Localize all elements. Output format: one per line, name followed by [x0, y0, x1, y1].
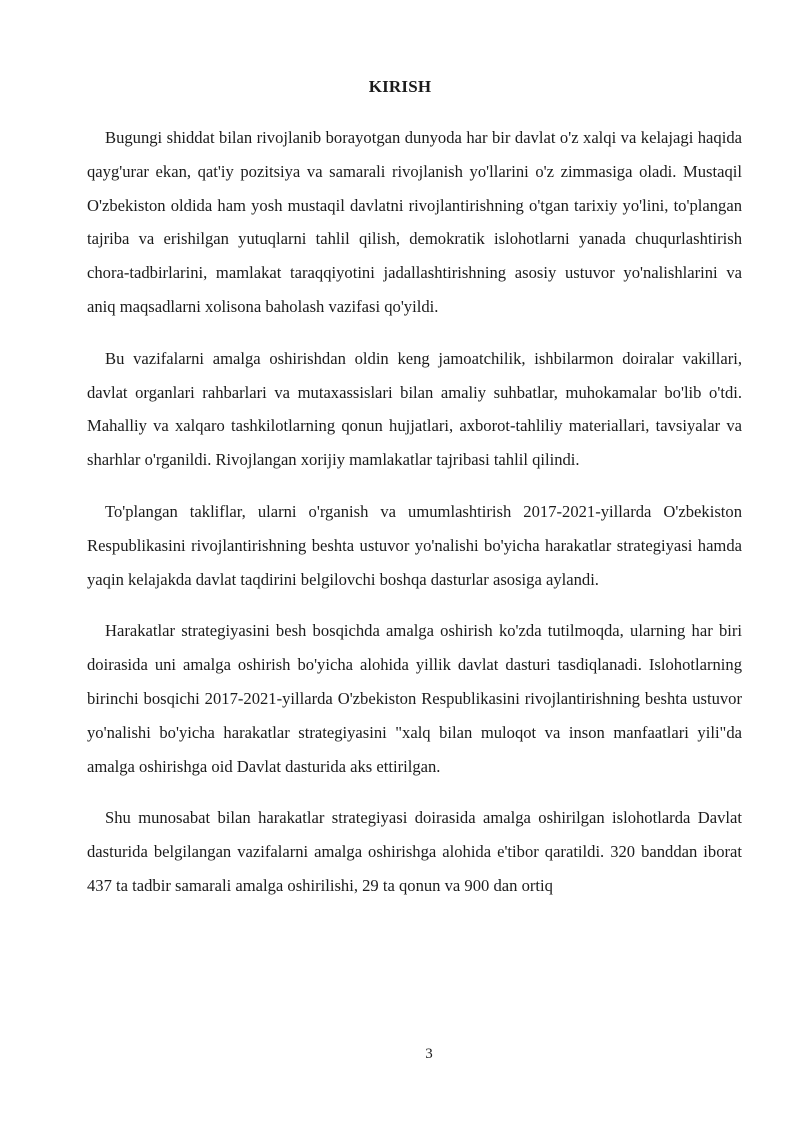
- page-number: 3: [425, 1046, 433, 1062]
- body-text: [87, 121, 742, 921]
- paragraph-1: Bugungi shiddat bilan rivojlanib borayotgan dunyoda har bir davlat o'z xalqi va kelajagi haqida qayg'urar ekan, qat'iy pozitsiya va samarali rivojlanish yo'llarini o'z zimmasiga oladi. Mustaqil O'zbekiston oldida ham yosh mustaqil davlatni rivojlantirishning o'tgan tarixiy yo'lini, to'plangan tajriba va erishilgan yutuqlarni tahlil qilish, demokratik islohotlarni yanada chuqurlashtirish chora-tadbirlarini, mamlakat taraqqiyotini jadallashtirishning asosiy ustuvor yo'nalishlarini va aniq maqsadlarni xolisona baholash vazifasi qo'yildi.: [87, 128, 742, 316]
- paragraph-2: Bu vazifalarni amalga oshirishdan oldin keng jamoatchilik, ishbilarmon doiralar vakillari, davlat organlari rahbarlari va mutaxassislari bilan amaliy suhbatlar, muhokamalar bo'lib o'tdi. Mahalliy va xalqaro tashkilotlarning qonun hujjatlari, axborot-tahliliy materiallari, tavsiyalar va sharhlar o'rganildi. Rivojlangan xorijiy mamlakatlar tajribasi tahlil qilindi.: [87, 348, 742, 470]
- paragraph-3: To'plangan takliflar, ularni o'rganish va umumlashtirish 2017-2021-yillarda O'zbekiston Respublikasini rivojlantirishning beshta ustuvor yo'nalishi bo'yicha harakatlar strategiyasi hamda yaqin kelajakda davlat taqdirini belgilovchi boshqa dasturlar asosiga aylandi.: [87, 501, 742, 589]
- paragraph-4: Harakatlar strategiyasini besh bosqichda amalga oshirish ko'zda tutilmoqda, ularning har biri doirasida uni amalga oshirish bo'yicha alohida yillik davlat dasturi tasdiqlanadi. Islohotlarning birinchi bosqichi 2017-2021-yillarda O'zbekiston Respublikasini rivojlantirishning beshta ustuvor yo'nalishi bo'yicha harakatlar strategiyasini "xalq bilan muloqot va inson manfaatlari yili"da amalga oshirishga oid Davlat dasturida aks ettirilgan.: [87, 621, 742, 776]
- page-title: KIRISH: [368, 77, 432, 96]
- paragraph-5: Shu munosabat bilan harakatlar strategiyasi doirasida amalga oshirilgan islohotlarda Davlat dasturida belgilangan vazifalarni amalga oshirishga alohida e'tibor qaratildi. 320 banddan iborat 437 ta tadbir samarali amalga oshirilishi, 29 ta qonun va 900 dan ortiq: [87, 808, 742, 895]
